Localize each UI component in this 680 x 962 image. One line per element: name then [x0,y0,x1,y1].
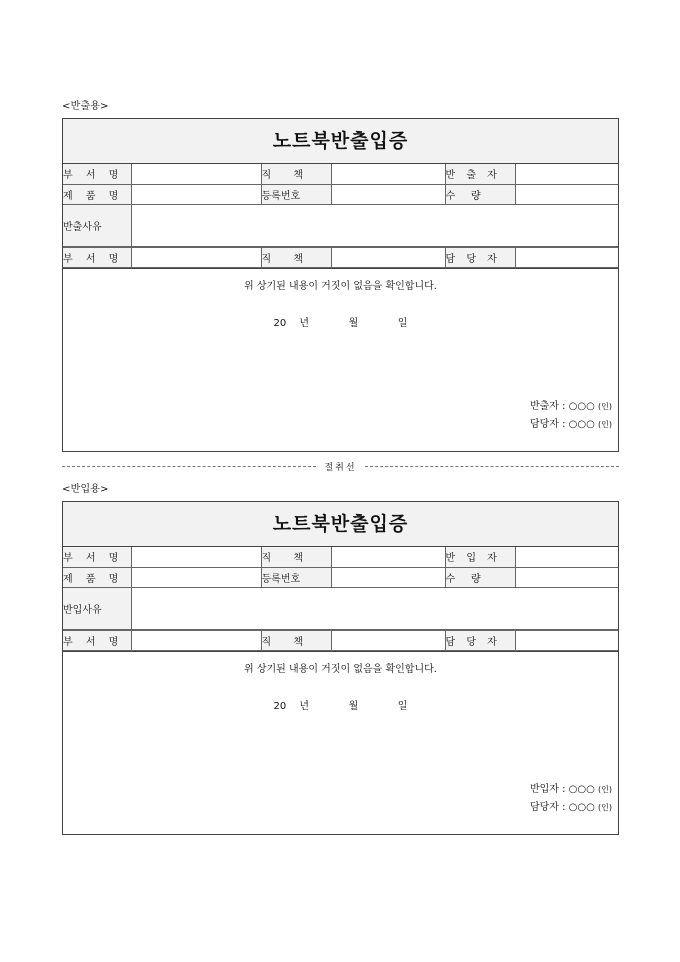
position2-label: 직 책 [261,630,331,650]
carrier-field[interactable] [515,164,618,184]
cut-dash-left [62,466,316,467]
regno-label: 등록번호 [261,567,331,587]
carrier-signature [530,397,612,412]
declaration-box [63,268,618,437]
seal-mark: (인) [598,802,612,812]
form-grid [63,164,618,268]
position-field[interactable] [331,547,445,567]
manager-label: 담 당 자 [445,630,515,650]
product-field[interactable] [131,184,261,204]
dept-field[interactable] [131,164,261,184]
section-tag-in: <반입용> [62,484,109,495]
declaration-text: 위 상기된 내용이 거짓이 없음을 확인합니다. [244,280,437,292]
manager-field[interactable] [515,247,618,267]
dept-label: 부 서 명 [63,164,131,184]
cut-dash-right [365,466,619,467]
qty-label: 수 량 [445,184,515,204]
dept2-field[interactable] [131,630,261,650]
manager-signature [530,798,612,813]
date-line: 20 년 월 일 [273,317,408,329]
carrier-signature-label: 반출자 : ○○○ [529,400,595,412]
dept2-label: 부 서 명 [63,630,131,650]
section-tag-out: <반출용> [62,101,109,112]
cut-line [62,460,619,472]
product-label: 제 품 명 [63,184,131,204]
form-title: 노트북반출입증 [63,502,618,547]
date-line: 20 년 월 일 [273,700,408,712]
regno-field[interactable] [331,567,445,587]
form-grid [63,547,618,651]
form-in [62,501,619,835]
seal-mark: (인) [598,401,612,411]
carrier-label: 반 출 자 [445,164,515,184]
dept-label: 부 서 명 [63,547,131,567]
position2-field[interactable] [331,247,445,267]
carrier-signature [530,780,612,795]
reason-label: 반입사유 [63,587,131,629]
carrier-signature-label: 반입자 : ○○○ [529,783,595,795]
product-label: 제 품 명 [63,567,131,587]
position-field[interactable] [331,164,445,184]
seal-mark: (인) [598,419,612,429]
manager-signature-label: 담당자 : ○○○ [529,418,595,430]
form-title: 노트북반출입증 [63,119,618,164]
cut-line-label: 절취선 [324,462,357,473]
position2-label: 직 책 [261,247,331,267]
regno-label: 등록번호 [261,184,331,204]
position-label: 직 책 [261,547,331,567]
product-field[interactable] [131,567,261,587]
manager-signature-label: 담당자 : ○○○ [529,801,595,813]
regno-field[interactable] [331,184,445,204]
position-label: 직 책 [261,164,331,184]
manager-label: 담 당 자 [445,247,515,267]
carrier-field[interactable] [515,547,618,567]
reason-field[interactable] [131,587,618,629]
dept2-field[interactable] [131,247,261,267]
dept2-label: 부 서 명 [63,247,131,267]
qty-field[interactable] [515,567,618,587]
manager-field[interactable] [515,630,618,650]
qty-field[interactable] [515,184,618,204]
declaration-text: 위 상기된 내용이 거짓이 없음을 확인합니다. [244,663,437,675]
seal-mark: (인) [598,784,612,794]
dept-field[interactable] [131,547,261,567]
position2-field[interactable] [331,630,445,650]
form-out [62,118,619,452]
reason-field[interactable] [131,204,618,246]
reason-label: 반출사유 [63,204,131,246]
manager-signature [530,415,612,430]
carrier-label: 반 입 자 [445,547,515,567]
declaration-box [63,651,618,820]
qty-label: 수 량 [445,567,515,587]
